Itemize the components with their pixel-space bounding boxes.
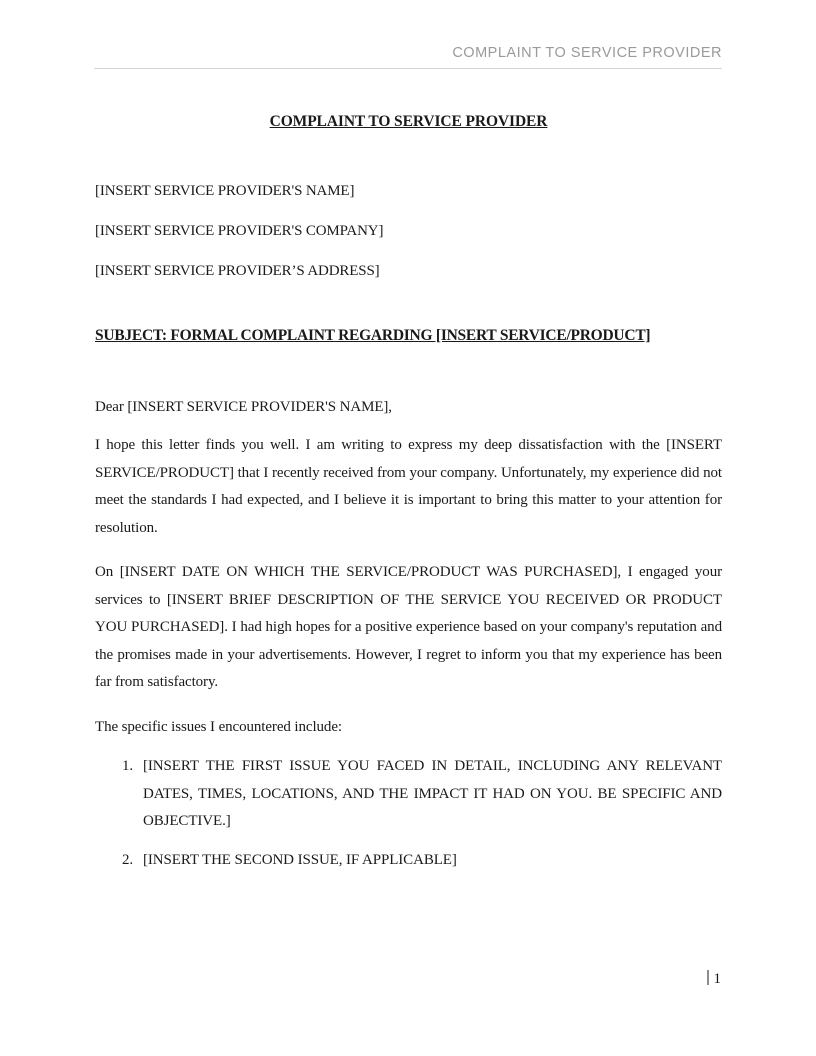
recipient-company-line: [INSERT SERVICE PROVIDER'S COMPANY]	[95, 222, 384, 239]
body-paragraph-1: I hope this letter finds you well. I am writing to express my deep dissatisfaction with the [INSERT SERVICE/PRODUCT] that I recently received from your company. Unfortunately, my experience did not meet the standards I had expected, and I believe it is important to bring this matter to your attention for resolution.	[95, 437, 722, 536]
running-header	[94, 44, 722, 62]
issues-list-lead-in: The specific issues I encountered include:	[95, 718, 342, 735]
recipient-name-line: [INSERT SERVICE PROVIDER'S NAME]	[95, 183, 355, 200]
running-header-title: COMPLAINT TO SERVICE PROVIDER	[452, 45, 722, 61]
list-item: [INSERT THE FIRST ISSUE YOU FACED IN DETAIL, INCLUDING ANY RELEVANT DATES, TIMES, LOCATIONS, AND THE IMPACT IT HAD ON YOU. BE SPECIFIC AND OBJECTIVE.]	[143, 758, 722, 830]
page-number-group	[707, 970, 723, 988]
subject-heading: SUBJECT: FORMAL COMPLAINT REGARDING [INSERT SERVICE/PRODUCT]	[95, 327, 651, 345]
recipient-address-block	[95, 184, 722, 279]
recipient-address-line: [INSERT SERVICE PROVIDER’S ADDRESS]	[95, 262, 380, 279]
header-divider-rule	[94, 68, 722, 69]
page-footer	[94, 970, 722, 988]
page-number: 1	[713, 971, 722, 987]
list-item: [INSERT THE SECOND ISSUE, IF APPLICABLE]	[143, 851, 457, 868]
issues-list	[95, 753, 722, 874]
body-paragraph-2: On [INSERT DATE ON WHICH THE SERVICE/PRODUCT WAS PURCHASED], I engaged your services to [INSERT BRIEF DESCRIPTION OF THE SERVICE YOU RECEIVED OR PRODUCT YOU PURCHASED]. I had high hopes for a positive experience based on your company's reputation and the promises made in your advertisements. However, I regret to inform you that my experience has been far from satisfactory.	[95, 564, 722, 691]
page-number-separator-icon	[707, 970, 709, 985]
document-body	[95, 112, 722, 885]
salutation-line: Dear [INSERT SERVICE PROVIDER'S NAME],	[95, 398, 392, 415]
page-title: COMPLAINT TO SERVICE PROVIDER	[269, 113, 548, 130]
